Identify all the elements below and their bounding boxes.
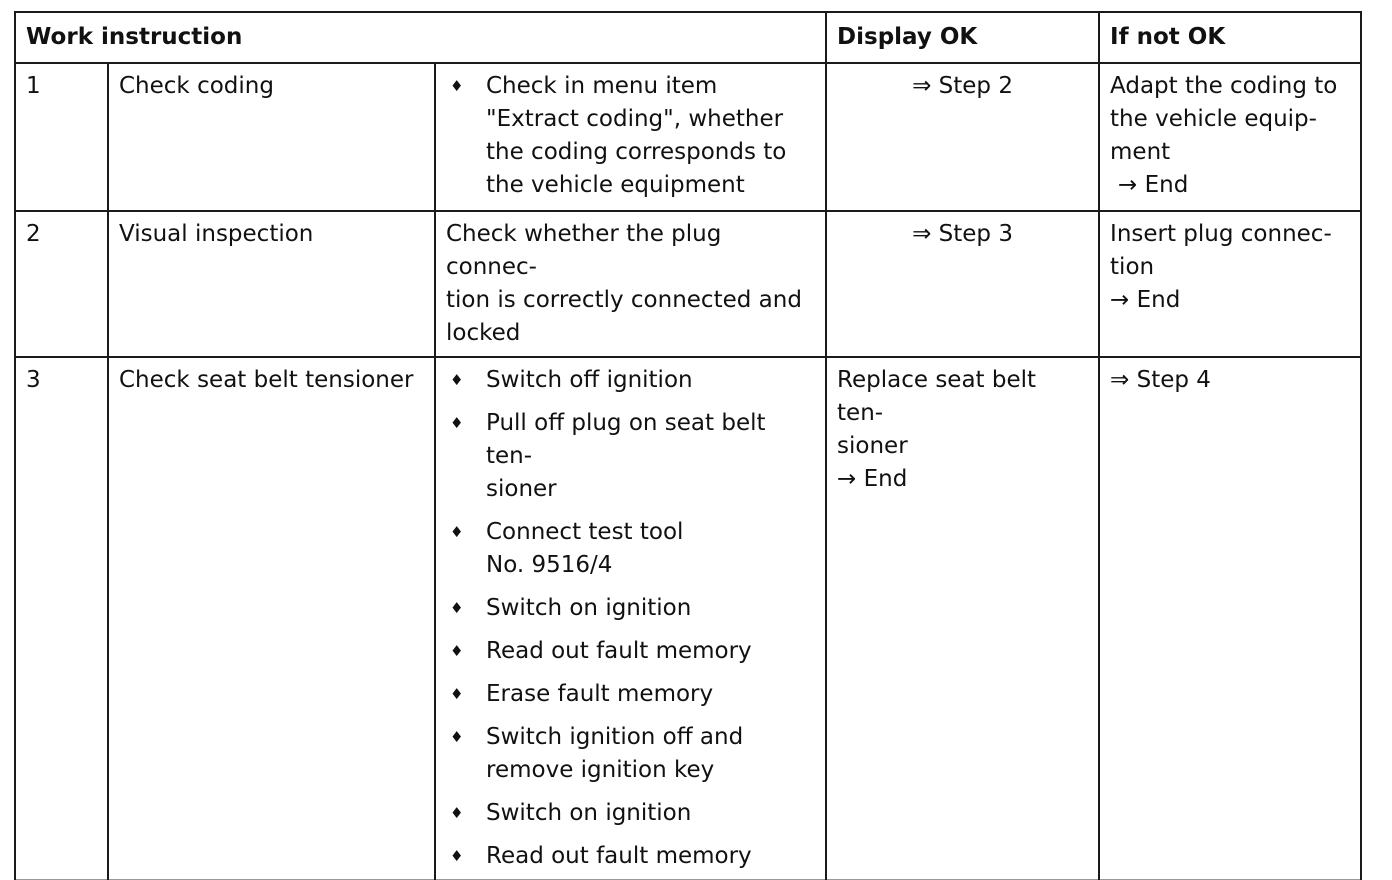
end-arrow: → End bbox=[1118, 172, 1189, 198]
table-row bbox=[15, 211, 1361, 357]
step-title: Visual inspection bbox=[108, 211, 435, 357]
diamond-bullet-icon: ♦ bbox=[450, 728, 464, 746]
instruction-item bbox=[446, 592, 815, 625]
not-ok-result: ⇒ Step 4 bbox=[1099, 357, 1361, 880]
not-ok-text: Insert plug connec- tion bbox=[1110, 221, 1332, 280]
end-arrow: → End bbox=[1110, 287, 1181, 313]
instruction-text: Connect test tool No. 9516/4 bbox=[486, 519, 684, 578]
instruction-item bbox=[446, 407, 815, 506]
end-arrow: → End bbox=[837, 466, 908, 492]
instruction-text: Check whether the plug connec- tion is correctly connected and locked bbox=[446, 221, 802, 346]
header-display-ok: Display OK bbox=[826, 12, 1099, 63]
diamond-bullet-icon: ♦ bbox=[450, 414, 464, 432]
instruction-item bbox=[446, 840, 815, 873]
diamond-bullet-icon: ♦ bbox=[450, 685, 464, 703]
not-ok-result bbox=[1099, 211, 1361, 357]
step-number: 1 bbox=[15, 63, 108, 211]
instruction-text: Pull off plug on seat belt ten- sioner bbox=[486, 410, 766, 502]
instruction-item bbox=[446, 516, 815, 582]
instruction-text: Switch on ignition bbox=[486, 595, 692, 621]
diamond-bullet-icon: ♦ bbox=[450, 847, 464, 865]
instruction-item bbox=[446, 364, 815, 397]
step-number: 2 bbox=[15, 211, 108, 357]
diamond-bullet-icon: ♦ bbox=[450, 523, 464, 541]
instruction-text: Switch off ignition bbox=[486, 367, 693, 393]
step-number: 3 bbox=[15, 357, 108, 880]
display-ok-result: ⇒ Step 2 bbox=[826, 63, 1099, 211]
step-instructions bbox=[435, 357, 826, 880]
instruction-item bbox=[446, 635, 815, 668]
header-work-instruction: Work instruction bbox=[15, 12, 826, 63]
diamond-bullet-icon: ♦ bbox=[450, 77, 464, 95]
instruction-text: Check in menu item "Extract coding", whether the coding corresponds to the vehicle equipment bbox=[486, 73, 787, 198]
instruction-list bbox=[446, 70, 815, 202]
step-instructions bbox=[435, 63, 826, 211]
work-instruction-table bbox=[14, 11, 1362, 880]
instruction-text: Read out fault memory bbox=[486, 843, 752, 869]
display-ok-text: Replace seat belt ten- sioner bbox=[837, 367, 1037, 459]
diamond-bullet-icon: ♦ bbox=[450, 804, 464, 822]
instruction-item bbox=[446, 721, 815, 787]
diamond-bullet-icon: ♦ bbox=[450, 599, 464, 617]
instruction-item bbox=[446, 797, 815, 830]
instruction-text: Switch on ignition bbox=[486, 800, 692, 826]
step-title: Check seat belt tensioner bbox=[108, 357, 435, 880]
display-ok-result bbox=[826, 357, 1099, 880]
step-title: Check coding bbox=[108, 63, 435, 211]
diamond-bullet-icon: ♦ bbox=[450, 371, 464, 389]
instruction-item bbox=[446, 70, 815, 202]
diamond-bullet-icon: ♦ bbox=[450, 642, 464, 660]
instruction-text: Read out fault memory bbox=[486, 638, 752, 664]
step-instructions bbox=[435, 211, 826, 357]
display-ok-result: ⇒ Step 3 bbox=[826, 211, 1099, 357]
header-if-not-ok: If not OK bbox=[1099, 12, 1361, 63]
instruction-item bbox=[446, 678, 815, 711]
table-row bbox=[15, 357, 1361, 880]
not-ok-text: Adapt the coding to the vehicle equip- ment bbox=[1110, 73, 1338, 165]
instruction-text: Erase fault memory bbox=[486, 681, 714, 707]
not-ok-result bbox=[1099, 63, 1361, 211]
table-row bbox=[15, 63, 1361, 211]
instruction-text: Switch ignition off and remove ignition key bbox=[486, 724, 744, 783]
instruction-list bbox=[446, 364, 815, 873]
table-header-row bbox=[15, 12, 1361, 63]
